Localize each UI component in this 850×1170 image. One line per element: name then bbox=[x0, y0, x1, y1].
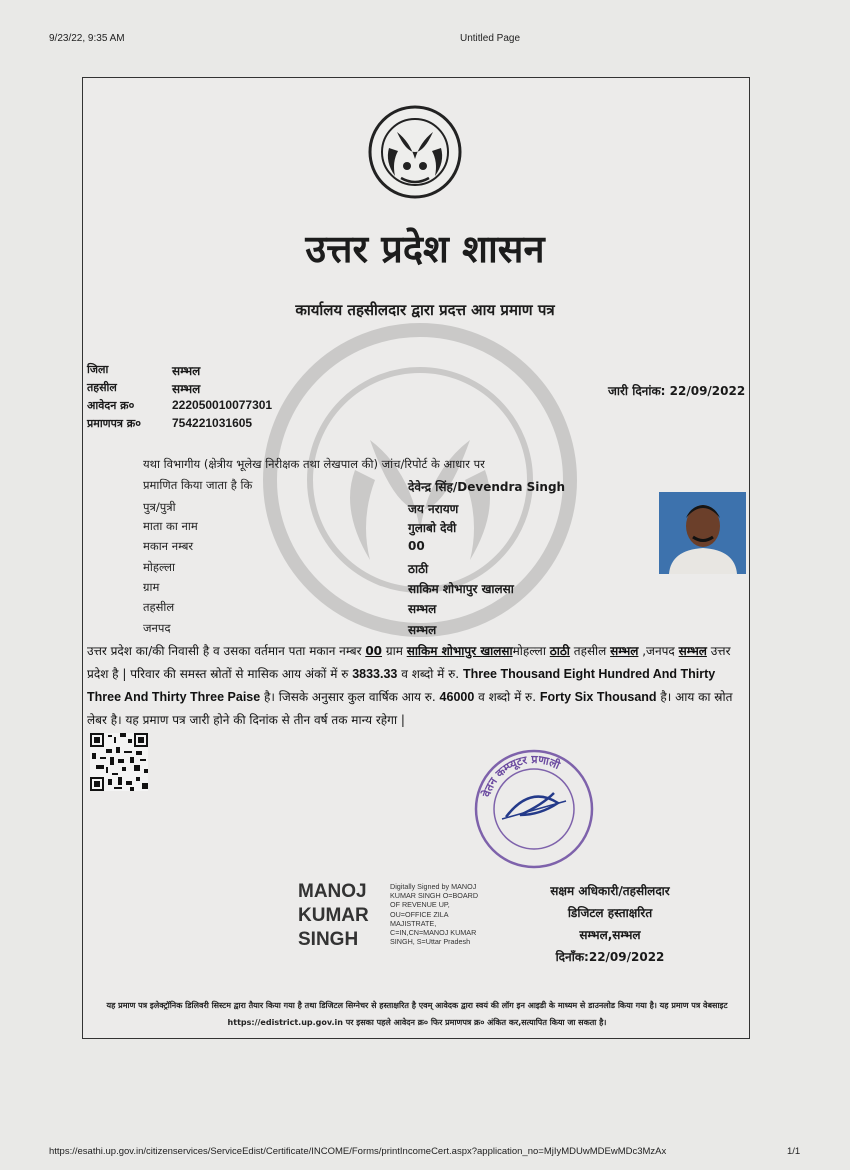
detail-value-name: देवेन्द्र सिंह/Devendra Singh bbox=[408, 480, 566, 494]
certificate-subtitle: कार्यालय तहसीलदार द्वारा प्रदत्त आय प्रमाण पत्र bbox=[295, 301, 555, 319]
para-text-1: उत्तर प्रदेश का/की निवासी है व उसका वर्तमान पता मकान नम्बर bbox=[87, 644, 366, 658]
para-district: सम्भल bbox=[678, 644, 707, 658]
detail-label-tehsil: तहसील bbox=[143, 600, 175, 614]
para-text-6: उत्तर प्रदेश है | परिवार की समस्त स्रोतों से मासिक आय अंकों में रु bbox=[87, 644, 731, 681]
para-text-3: मोहल्ला bbox=[512, 644, 550, 658]
stamp-text: वेतन कम्प्यूटर प्रणाली bbox=[479, 752, 562, 799]
detail-value-mohalla: ठाठी bbox=[408, 562, 429, 576]
meta-label-certificate-no: प्रमाणपत्र क्र० bbox=[87, 417, 141, 430]
detail-value-father: जय नरायण bbox=[408, 502, 459, 516]
para-mohalla: ठाठी bbox=[549, 644, 570, 658]
para-monthly-income: 3833.33 bbox=[352, 667, 398, 681]
authority-block bbox=[520, 880, 700, 968]
meta-label-district: जिला bbox=[87, 363, 109, 376]
para-monthly-words: Three Thousand Eight Hundred And Thirty Three And Thirty Three Paise bbox=[87, 667, 716, 704]
print-datetime: 9/23/22, 9:35 AM bbox=[49, 33, 125, 44]
print-url: https://esathi.up.gov.in/citizenservices/ServiceEdist/Certificate/INCOME/Forms/printIncomeCert.aspx?application_no=MjIyMDUwMDEwMDc3MzAx bbox=[49, 1146, 667, 1157]
para-text-7: व शब्दो में रु. bbox=[397, 667, 463, 681]
para-annual-words: Forty Six Thousand bbox=[539, 690, 657, 704]
certificate-paragraph bbox=[87, 640, 747, 732]
para-text-9: व शब्दो में रु. bbox=[474, 690, 540, 704]
meta-value-certificate-no: 754221031605 bbox=[172, 416, 253, 430]
para-house-no: 00 bbox=[365, 644, 383, 658]
detail-label-house-no: मकान नम्बर bbox=[143, 539, 194, 553]
digital-signature-details: Digitally Signed by MANOJ KUMAR SINGH O=BOARD OF REVENUE UP, OU=OFFICE ZILA MAJISTRATE, C=IN,CN=MANOJ KUMAR SINGH, S=Uttar Pradesh bbox=[390, 882, 479, 947]
detail-value-mother: गुलाबो देवी bbox=[408, 521, 457, 535]
detail-label-son-daughter: पुत्र/पुत्री bbox=[143, 500, 176, 514]
detail-value-tehsil: सम्भल bbox=[408, 602, 437, 616]
detail-label-district: जनपद bbox=[143, 621, 171, 635]
para-village: साकिम शोभापुर खालसा bbox=[406, 644, 513, 658]
detail-value-district: सम्भल bbox=[408, 623, 437, 637]
applicant-photo bbox=[659, 492, 746, 574]
para-text-2: ग्राम bbox=[382, 644, 407, 658]
detail-value-village: साकिम शोभापुर खालसा bbox=[408, 582, 514, 596]
detail-label-village: ग्राम bbox=[143, 580, 160, 594]
issue-date: जारी दिनांक: 22/09/2022 bbox=[608, 384, 746, 398]
detail-label-mohalla: मोहल्ला bbox=[143, 560, 175, 574]
certificate-footer-note: यह प्रमाण पत्र इलेक्ट्रॉनिक डिलिवरी सिस्टम द्वारा तैयार किया गया है तथा डिजिटल सिग्नेचर से हस्ताक्षरित है एवम् आवेदक द्वारा स्वयं की लॉग इन आइडी के माध्यम से डाउनलोड किया गया है। यह प्रमाण पत्र वेबसाइट https://edistrict.up.gov.in पर इसका पहले आवेदन क्र० फिर प्रमाणपत्र क्र० अंकित कर,सत्यापित किया जा सकता है। bbox=[106, 1001, 728, 1027]
para-text-5: ,जनपद bbox=[638, 644, 679, 658]
detail-label-mother: माता का नाम bbox=[143, 519, 198, 533]
qr-code bbox=[90, 733, 148, 791]
print-page-number: 1/1 bbox=[787, 1146, 801, 1157]
print-page-title: Untitled Page bbox=[460, 33, 521, 44]
up-government-emblem bbox=[365, 104, 465, 200]
detail-value-house-no: 00 bbox=[408, 539, 425, 553]
authority-location: सम्भल,सम्भल bbox=[579, 928, 641, 942]
official-stamp bbox=[470, 745, 598, 873]
para-text-4: तहसील bbox=[569, 644, 611, 658]
authority-designation: सक्षम अधिकारी/तहसीलदार bbox=[550, 884, 670, 898]
meta-label-tehsil: तहसील bbox=[87, 381, 117, 394]
meta-label-application-no: आवेदन क्र० bbox=[87, 399, 135, 412]
authority-date: दिनाँक:22/09/2022 bbox=[555, 950, 665, 964]
detail-label-certify: प्रमाणित किया जाता है कि bbox=[143, 478, 253, 492]
authority-digital-signed: डिजिटल हस्ताक्षरित bbox=[567, 906, 653, 920]
certificate-main-title: उत्तर प्रदेश शासन bbox=[305, 226, 545, 271]
intro-line: यथा विभागीय (क्षेत्रीय भूलेख निरीक्षक तथा लेखपाल की) जांच/रिपोर्ट के आधार पर bbox=[143, 457, 485, 471]
para-annual-income: 46000 bbox=[439, 690, 475, 704]
meta-value-application-no: 222050010077301 bbox=[172, 398, 273, 412]
para-tehsil: सम्भल bbox=[610, 644, 639, 658]
meta-value-district: सम्भल bbox=[172, 364, 201, 378]
signer-name: MANOJ KUMAR SINGH bbox=[298, 881, 369, 950]
para-text-10: है। आय का स्रोत लेबर है। यह प्रमाण पत्र जारी होने की दिनांक से तीन वर्ष तक मान्य रहेगा | bbox=[87, 690, 733, 727]
svg-text:वेतन कम्प्यूटर प्रणाली bbox=[479, 753, 564, 800]
para-text-8: है। जिसके अनुसार कुल वार्षिक आय रु. bbox=[260, 690, 440, 704]
meta-value-tehsil: सम्भल bbox=[172, 382, 201, 396]
